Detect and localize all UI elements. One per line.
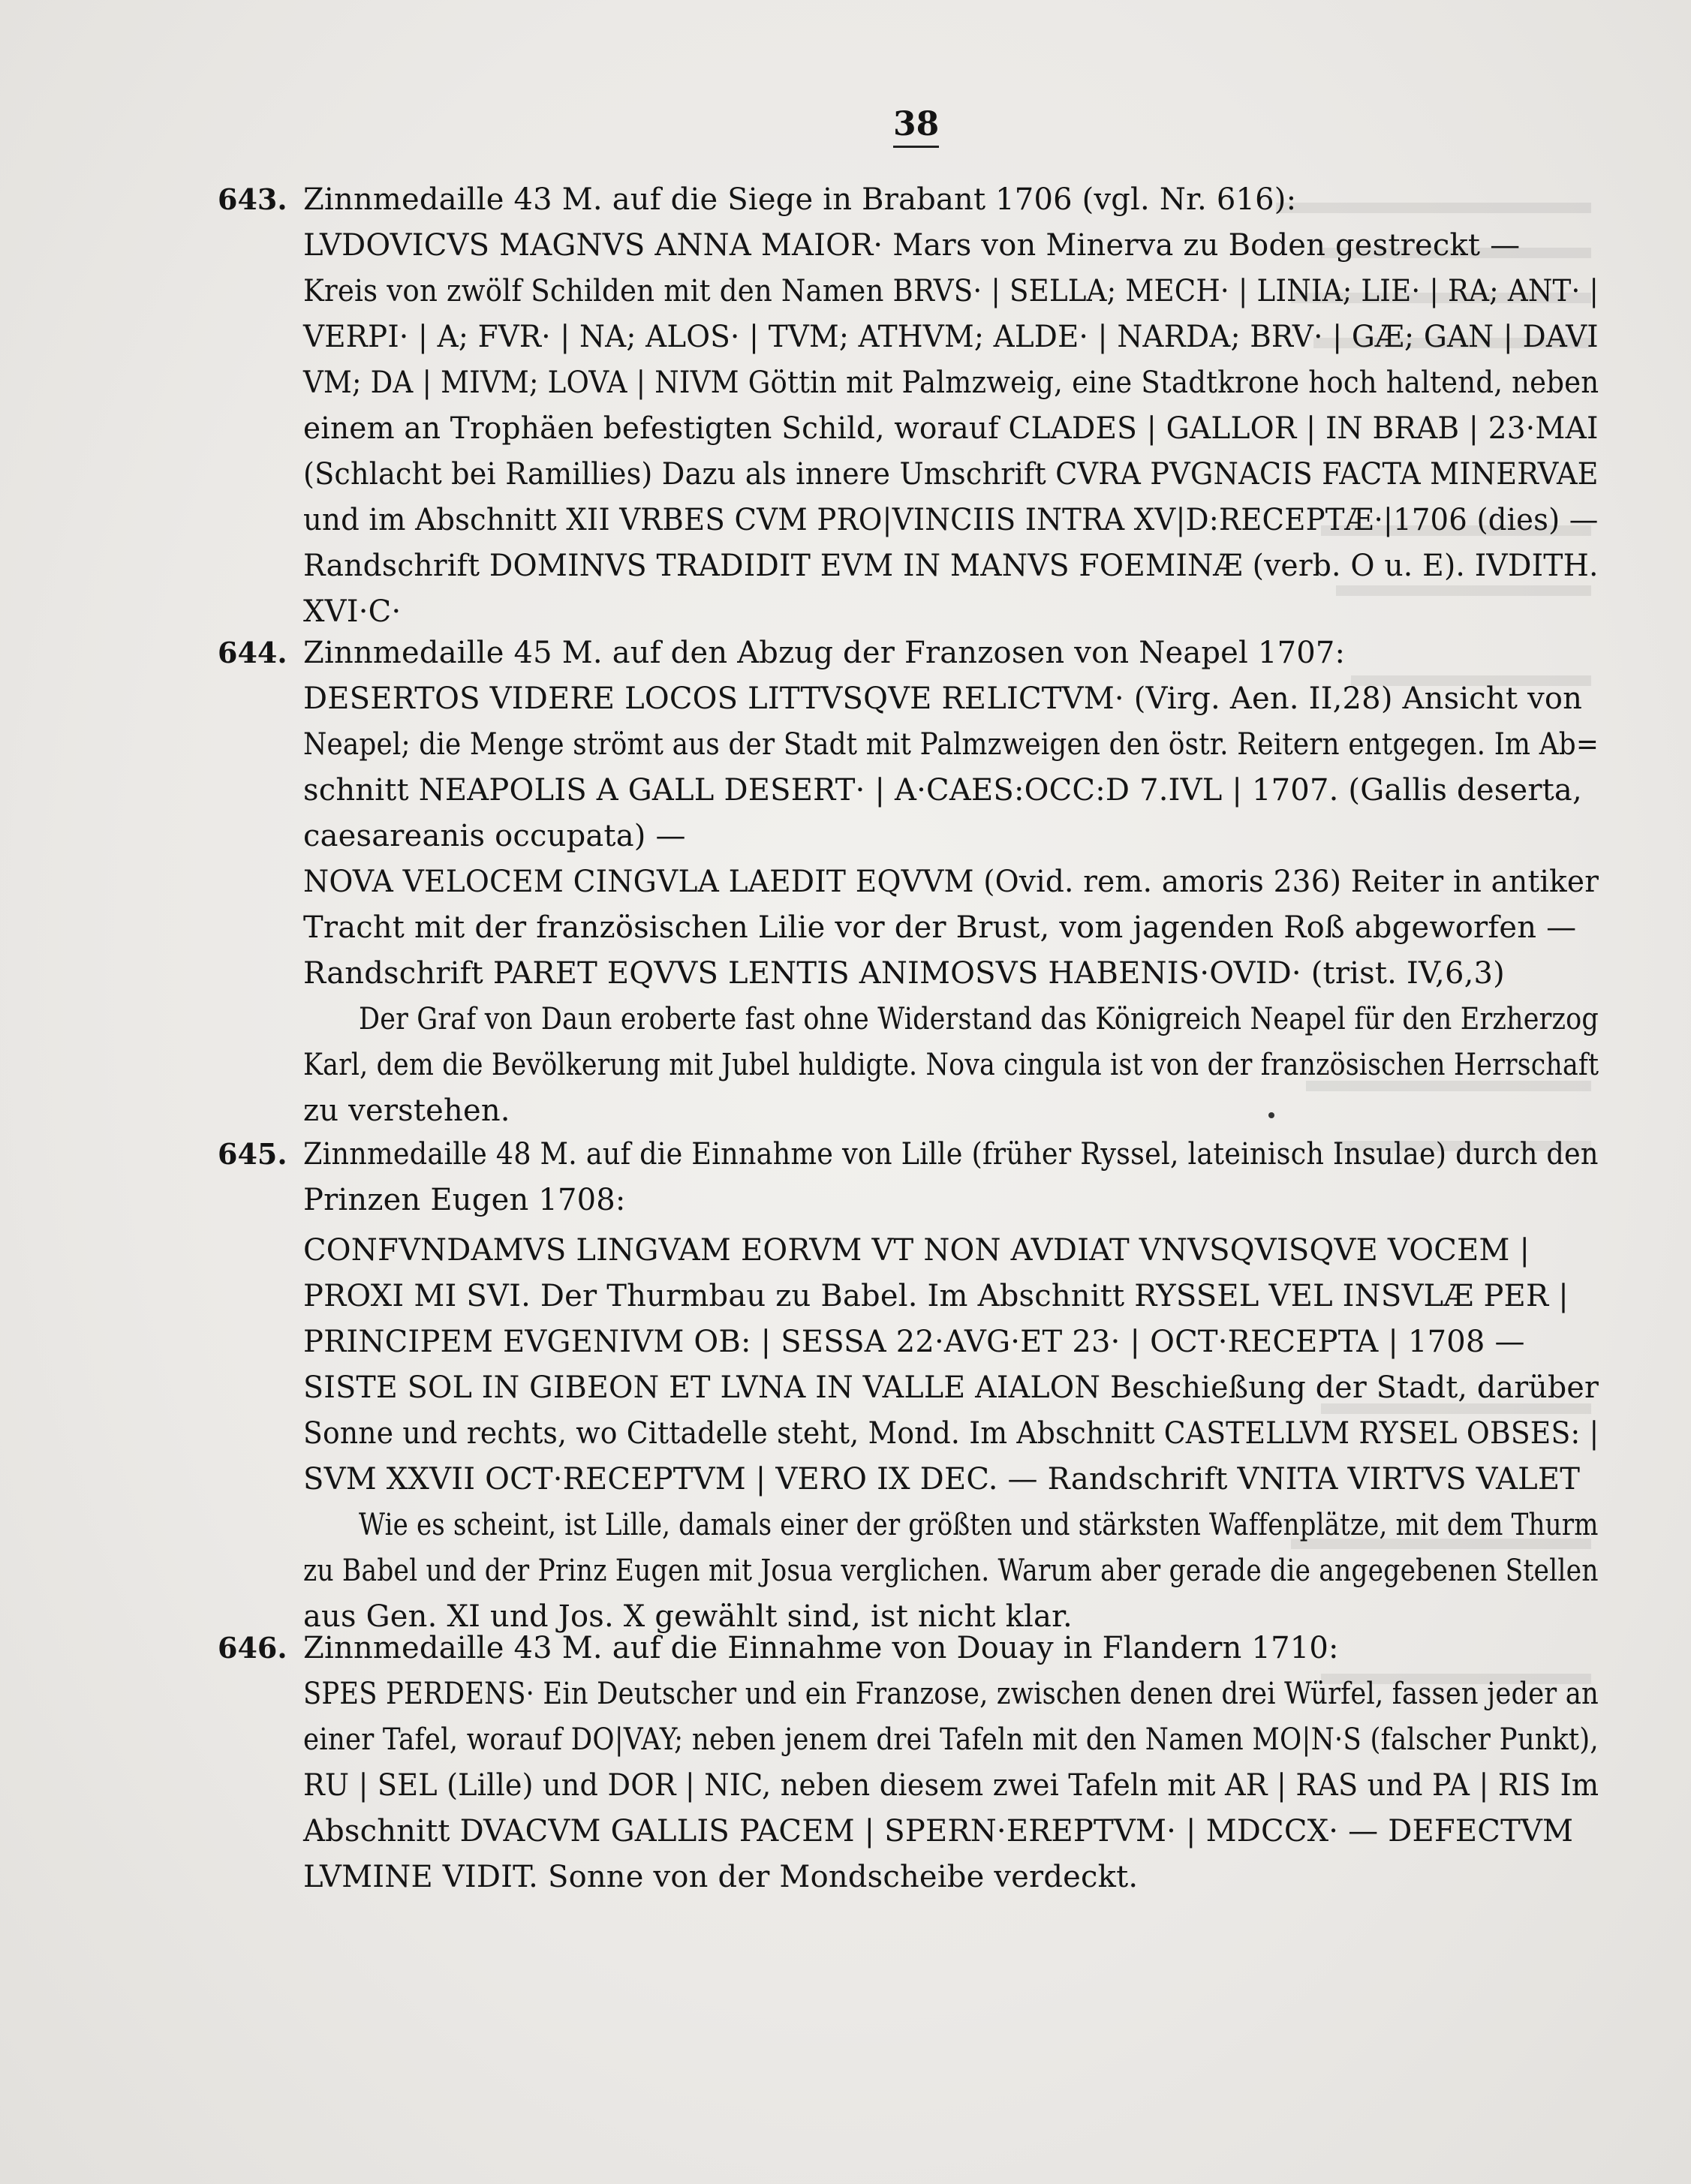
entry-line: Kreis von zwölf Schilden mit den Namen BRVS· | SELLA; MECH· | LINIA; LIE· | RA; ANT· |: [303, 274, 1599, 308]
entry-line: zu verstehen.: [303, 1094, 510, 1128]
entry-line: PRINCIPEM EVGENIVM OB: | SESSA 22·AVG·ET 23· | OCT·RECEPTA | 1708 —: [303, 1325, 1525, 1359]
entry-line: Tracht mit der französischen Lilie vor der Brust, vom jagenden Roß abgeworfen —: [303, 910, 1577, 945]
entry-line: SISTE SOL IN GIBEON ET LVNA IN VALLE AIALON Beschießung der Stadt, darüber: [303, 1370, 1599, 1405]
entry-line: Zinnmedaille 43 M. auf die Einnahme von Douay in Flandern 1710:: [303, 1631, 1339, 1665]
entry-line: CONFVNDAMVS LINGVAM EORVM VT NON AVDIAT VNVSQVISQVE VOCEM |: [303, 1233, 1530, 1268]
entry-number: 644.: [218, 636, 287, 669]
entry-line: DESERTOS VIDERE LOCOS LITTVSQVE RELICTVM· (Virg. Aen. II,28) Ansicht von: [303, 681, 1583, 716]
page-number: 38: [893, 107, 939, 148]
entry-line: einer Tafel, worauf DO|VAY; neben jenem drei Tafeln mit den Namen MO|N·S (falscher Punkt),: [303, 1722, 1599, 1757]
entry-line: Abschnitt DVACVM GALLIS PACEM | SPERN·EREPTVM· | MDCCX· — DEFECTVM: [303, 1814, 1574, 1849]
entry-line: und im Abschnitt XII VRBES CVM PRO|VINCIIS INTRA XV|D:RECEPTÆ·|1706 (dies) —: [303, 503, 1599, 537]
entry-number: 646.: [218, 1631, 287, 1665]
entry-line: einem an Trophäen befestigten Schild, worauf CLADES | GALLOR | IN BRAB | 23·MAI: [303, 411, 1599, 446]
entry-line: LVMINE VIDIT. Sonne von der Mondscheibe verdeckt.: [303, 1860, 1139, 1894]
entry-number: 643.: [218, 182, 287, 216]
entry-line: SVM XXVII OCT·RECEPTVM | VERO IX DEC. — Randschrift VNITA VIRTVS VALET: [303, 1462, 1581, 1497]
entry-line: RU | SEL (Lille) und DOR | NIC, neben diesem zwei Tafeln mit AR | RAS und PA | RIS Im: [303, 1768, 1599, 1803]
entry-line: aus Gen. XI und Jos. X gewählt sind, ist nicht klar.: [303, 1599, 1073, 1634]
entry-line: Der Graf von Daun eroberte fast ohne Widerstand das Königreich Neapel für den Erzherzog: [359, 1002, 1599, 1036]
entry-line: Randschrift DOMINVS TRADIDIT EVM IN MANVS FOEMINÆ (verb. O u. E). IVDITH.: [303, 549, 1599, 583]
entry-line: VM; DA | MIVM; LOVA | NIVM Göttin mit Palmzweig, eine Stadtkrone hoch haltend, neben: [303, 366, 1599, 400]
entry-line: Zinnmedaille 48 M. auf die Einnahme von Lille (früher Ryssel, lateinisch Insulae) durch den: [303, 1137, 1599, 1172]
entry-line: schnitt NEAPOLIS A GALL DESERT· | A·CAES:OCC:D 7.IVL | 1707. (Gallis deserta,: [303, 773, 1582, 808]
entry-line: Zinnmedaille 45 M. auf den Abzug der Franzosen von Neapel 1707:: [303, 636, 1346, 670]
entry-line: Zinnmedaille 43 M. auf die Siege in Brabant 1706 (vgl. Nr. 616):: [303, 182, 1297, 217]
entry-line: NOVA VELOCEM CINGVLA LAEDIT EQVVM (Ovid. rem. amoris 236) Reiter in antiker: [303, 865, 1599, 899]
entry-line: Randschrift PARET EQVVS LENTIS ANIMOSVS HABENIS·OVID· (trist. IV,6,3): [303, 956, 1505, 991]
entry-line: SPES PERDENS· Ein Deutscher und ein Franzose, zwischen denen drei Würfel, fassen jeder an: [303, 1677, 1599, 1711]
entry-line: LVDOVICVS MAGNVS ANNA MAIOR· Mars von Minerva zu Boden gestreckt —: [303, 228, 1521, 263]
entry-line: Wie es scheint, ist Lille, damals einer der größten und stärksten Waffenplätze, mit dem Thurm: [359, 1508, 1599, 1542]
entry-line: PROXI MI SVI. Der Thurmbau zu Babel. Im Abschnitt RYSSEL VEL INSVLÆ PER |: [303, 1279, 1569, 1313]
entry-line: XVI·C·: [303, 594, 402, 629]
entry-line: caesareanis occupata) —: [303, 819, 686, 853]
entry-line: Prinzen Eugen 1708:: [303, 1183, 626, 1217]
entry-line: Sonne und rechts, wo Cittadelle steht, Mond. Im Abschnitt CASTELLVM RYSEL OBSES: |: [303, 1416, 1599, 1451]
entry-line: Neapel; die Menge strömt aus der Stadt mit Palmzweigen den östr. Reitern entgegen. Im Ab=: [303, 727, 1599, 762]
entry-line: (Schlacht bei Ramillies) Dazu als innere Umschrift CVRA PVGNACIS FACTA MINERVAE: [303, 457, 1599, 492]
entry-number: 645.: [218, 1137, 287, 1171]
stray-ink-dot: [1268, 1112, 1274, 1118]
entry-line: VERPI· | A; FVR· | NA; ALOS· | TVM; ATHVM; ALDE· | NARDA; BRV· | GÆ; GAN | DAVI: [303, 320, 1599, 354]
entry-line: Karl, dem die Bevölkerung mit Jubel huldigte. Nova cingula ist von der französischen Herrschaft: [303, 1048, 1599, 1082]
entry-line: zu Babel und der Prinz Eugen mit Josua verglichen. Warum aber gerade die angegebenen Stellen: [303, 1554, 1599, 1588]
